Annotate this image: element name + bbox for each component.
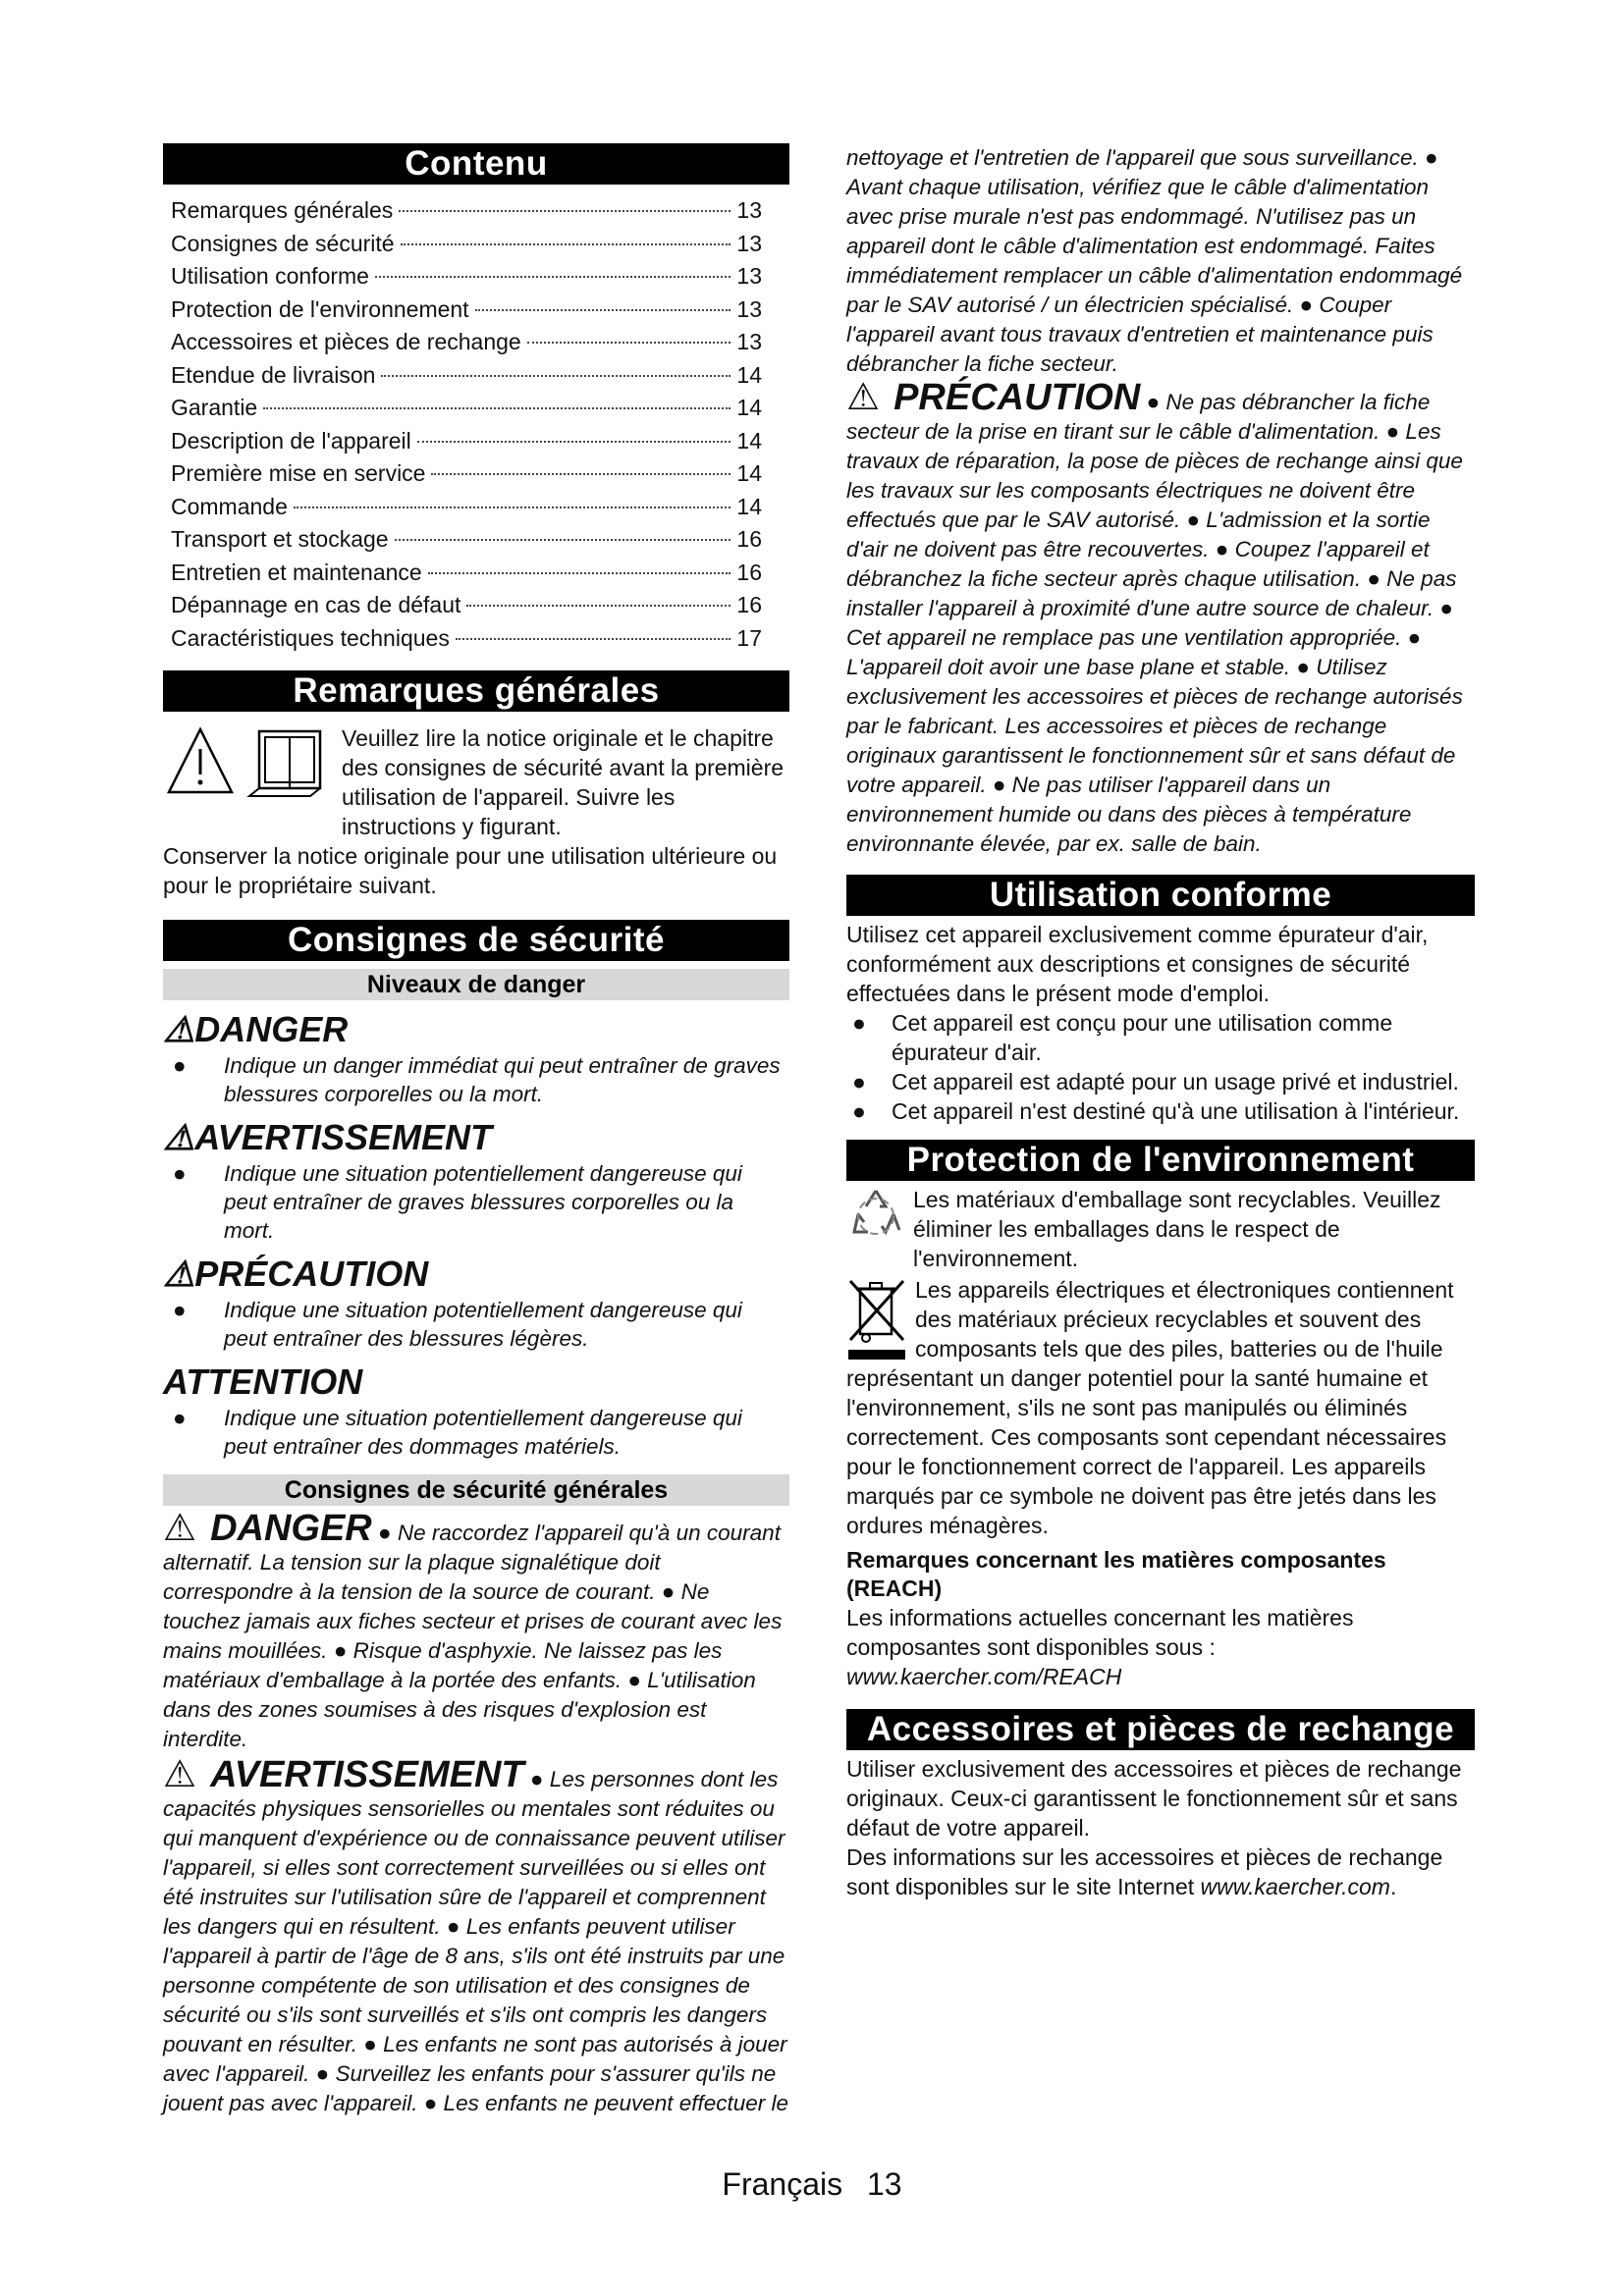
toc-entry-page: 17 [736,624,762,651]
toc-leader-dots [399,210,731,212]
general-caution-label: PRÉCAUTION [893,377,1141,418]
general-safety-heading: Consignes de sécurité générales [163,1474,789,1506]
attention-level [163,1362,789,1402]
toc-entry-label: Consignes de sécurité [171,230,395,256]
accessories-text-2: Des informations sur les accessoires et pièces de rechange sont disponibles sur le site Internet www.kaercher.com. [846,1844,1443,1899]
toc-leader-dots [401,243,731,245]
toc-entry-page: 13 [736,263,762,289]
toc-leader-dots [381,375,731,377]
environment-heading: Protection de l'environnement [846,1140,1475,1181]
general-warning-text: ● Les personnes dont les capacités physiques sensorielles ou mentales sont réduites ou qui manquent d'expérience ou de connaissance peuvent utiliser l'appareil, si elles sont correctement surveillées ou si elles ont été instruites sur l'utilisation sûre de l'appareil et comprennent les dangers qui en résultent. ● Les enfants peuvent utiliser l'appareil à partir de l'âge de 8 ans, s'ils ont été instruits par une personne compétente de son utilisation et des consignes de sécurité ou s'ils sont surveillés et s'ils ont compris les dangers pouvant en résulter. ● Les enfants ne sont pas autorisés à jouer avec l'appareil. ● Surveillez les enfants pour s'assurer qu'ils ne jouent pas avec l'appareil. ● Les enfants ne peuvent effectuer le [163,1767,789,2115]
list-item: ● Indique une situation potentiellement dangereuse qui peut entraîner des blessures légères. [163,1296,789,1353]
page-footer [0,2164,1624,2204]
toc-entry[interactable] [171,523,762,557]
reach-heading: Remarques concernant les matières composantes (REACH) [846,1547,1386,1601]
bullet: ● [852,1010,866,1036]
table-of-contents [163,194,789,655]
accessories-heading: Accessoires et pièces de rechange [846,1709,1475,1750]
list-item: ● Indique un danger immédiat qui peut entraîner de graves blessures corporelles ou la mort. [163,1051,789,1108]
warning-triangle-icon: ⚠ [163,1009,195,1049]
toc-entry-label: Entretien et maintenance [171,559,422,585]
toc-entry-page: 13 [736,295,762,322]
keep-manual-text: Conserver la notice originale pour une utilisation ultérieure ou pour le propriétaire suivant. [163,843,778,898]
bullet: ● [852,1098,866,1124]
general-heading: Remarques générales [163,670,789,712]
toc-entry-page: 16 [736,559,762,585]
toc-leader-dots [263,407,731,409]
warning-label: AVERTISSEMENT [194,1117,492,1157]
toc-leader-dots [431,473,731,475]
toc-entry[interactable] [171,260,762,294]
intended-use-heading: Utilisation conforme [846,875,1475,916]
toc-entry-label: Commande [171,493,288,519]
warning-level [163,1118,789,1157]
toc-entry[interactable] [171,392,762,425]
general-warning-paragraph [163,1754,789,2118]
right-column [846,143,1475,1901]
toc-entry-label: Protection de l'environnement [171,295,469,322]
toc-entry-page: 13 [736,329,762,354]
intended-use-list [846,1008,1475,1126]
caution-description: Indique une situation potentiellement dangereuse qui peut entraîner des blessures légères. [224,1298,742,1351]
general-caution-text: ● Ne pas débrancher la fiche secteur de la prise en tirant sur le câble d'alimentation. ● Les travaux de réparation, la pose de pièces de rechange ainsi que les travaux sur les composants électriques ne doivent être effectués que par le SAV autorisé. ● L'admission et la sortie d'air ne doivent pas être recouvertes. ● Coupez l'appareil et débranchez la fiche secteur après chaque utilisation. ● Ne pas installer l'appareil à proximité d'une autre source de chaleur. ● Cet appareil ne remplace pas une ventilation appropriée. ● L'appareil doit avoir une base plane et stable. ● Utilisez exclusivement les accessoires et pièces de rechange autorisés par le fabricant. Les accessoires et pièces de rechange originaux garantissent le fonctionnement sûr et sans défaut de votre appareil. ● Ne pas utiliser l'appareil dans un environnement humide ou dans des pièces à température environnante élevée, par ex. salle de bain. [846,390,1463,856]
bullet: ● [852,1069,866,1095]
toc-leader-dots [466,605,731,607]
toc-entry-page: 14 [736,395,762,420]
page-number: 13 [867,2166,902,2202]
toc-entry-page: 16 [736,526,762,552]
danger-levels-heading: Niveaux de danger [163,969,789,1000]
toc-entry[interactable] [171,557,762,590]
list-item: ● Cet appareil est adapté pour un usage privé et industriel. [846,1067,1475,1096]
toc-entry-page: 14 [736,460,762,486]
warning-triangle-icon: ⚠ [846,377,881,418]
kaercher-website-link[interactable]: www.kaercher.com [1200,1874,1390,1899]
warning-triangle-book-icon [163,723,342,798]
recycle-icon [846,1185,905,1244]
toc-entry-label: Description de l'appareil [171,427,411,454]
toc-leader-dots [456,638,731,640]
toc-entry-label: Remarques générales [171,197,394,223]
toc-entry-label: Caractéristiques techniques [171,624,450,651]
toc-entry-page: 13 [736,197,762,223]
general-warning-label: AVERTISSEMENT [210,1754,524,1795]
toc-leader-dots [294,507,731,508]
toc-entry[interactable] [171,425,762,458]
toc-entry-page: 14 [736,493,762,519]
weee-text: Les appareils électriques et électroniques contiennent des matériaux précieux recyclables et souvent des composants tels que des piles, batteries ou de l'huile représentant un danger potentiel pour la santé humaine et l'environnement, s'ils ne sont pas manipulés ou éliminés correctement. Ces composants sont cependant nécessaires pour le fonctionnement correct de l'appareil. Les appareils marqués par ce symbole ne doivent pas être jetés dans les ordures ménagères. [846,1277,1454,1538]
list-item: ● Indique une situation potentiellement dangereuse qui peut entraîner de graves blessures corporelles ou la mort. [163,1159,789,1245]
list-item: ● Indique une situation potentiellement dangereuse qui peut entraîner des dommages matériels. [163,1404,789,1461]
toc-entry-label: Dépannage en cas de défaut [171,592,461,617]
intended-use-intro: Utilisez cet appareil exclusivement comme épurateur d'air, conformément aux descriptions et consignes de sécurité effectuées dans le présent mode d'emploi. [846,922,1429,1006]
danger-label: DANGER [194,1009,349,1049]
reach-text: Les informations actuelles concernant les matières composantes sont disponibles sous : www.kaercher.com/REACH [846,1605,1354,1689]
toc-entry-page: 13 [736,230,762,256]
toc-entry-label: Utilisation conforme [171,263,369,289]
toc-entry[interactable] [171,294,762,327]
footer-language: Français [722,2166,843,2202]
toc-entry[interactable] [171,194,762,228]
warning-and-book-icons [163,723,342,841]
toc-entry[interactable] [171,491,762,524]
recycle-block [846,1185,1475,1273]
read-manual-text: Veuillez lire la notice originale et le chapitre des consignes de sécurité avant la première utilisation de l'appareil. Suivre les instructions y figurant. [342,725,785,839]
toc-leader-dots [395,539,731,541]
danger-description: Indique un danger immédiat qui peut entraîner de graves blessures corporelles ou la mort. [224,1053,781,1106]
toc-entry-label: Garantie [171,395,258,420]
toc-entry[interactable] [171,228,762,261]
toc-heading: Contenu [163,143,789,185]
attention-description: Indique une situation potentiellement dangereuse qui peut entraîner des dommages matériels. [224,1406,742,1459]
toc-entry[interactable] [171,457,762,491]
reach-link[interactable]: www.kaercher.com/REACH [846,1664,1122,1689]
toc-leader-dots [527,342,731,344]
general-caution-paragraph [846,377,1475,859]
toc-leader-dots [417,441,731,443]
toc-entry-page: 14 [736,427,762,454]
safety-heading: Consignes de sécurité [163,920,789,961]
attention-label: ATTENTION [163,1362,363,1402]
warning-description: Indique une situation potentiellement dangereuse qui peut entraîner de graves blessures corporelles ou la mort. [224,1161,742,1243]
warning-triangle-icon: ⚠ [163,1508,197,1549]
general-warning-continued: nettoyage et l'entretien de l'appareil que sous surveillance. ● Avant chaque utilisation, vérifiez que le câble d'alimentation avec prise murale n'est pas endommagé. N'utilisez pas un appareil dont le câble d'alimentation est endommagé. Faites immédiatement remplacer un câble d'alimentation endommagé par le SAV autorisé / un électricien spécialisé. ● Couper l'appareil avant tous travaux d'entretien et maintenance puis débrancher la fiche secteur. [846,145,1463,376]
crossed-bin-icon [846,1275,907,1362]
toc-leader-dots [375,276,731,278]
warning-triangle-icon: ⚠ [163,1117,195,1157]
warning-triangle-icon: ⚠ [163,1254,195,1294]
toc-entry-page: 16 [736,592,762,617]
toc-entry-label: Etendue de livraison [171,361,376,388]
toc-entry-page: 14 [736,361,762,388]
recycle-text: Les matériaux d'emballage sont recyclables. Veuillez éliminer les emballages dans le respect de l'environnement. [913,1187,1441,1271]
caution-level [163,1255,789,1294]
toc-entry-label: Première mise en service [171,460,426,486]
weee-block [846,1275,1475,1540]
general-danger-text: ● Ne raccordez l'appareil qu'à un courant alternatif. La tension sur la plaque signalétique doit correspondre à la tension de la source de courant. ● Ne touchez jamais aux fiches secteur et prises de courant avec les mains mouillées. ● Risque d'asphyxie. Ne laissez pas les matériaux d'emballage à la portée des enfants. ● L'utilisation dans des zones soumises à des risques d'explosion est interdite. [163,1521,783,1751]
list-item: ● Cet appareil est conçu pour une utilisation comme épurateur d'air. [846,1008,1475,1067]
accessories-text-1: Utiliser exclusivement des accessoires et pièces de rechange originaux. Ceux-ci garantissent le fonctionnement sûr et sans défaut de votre appareil. [846,1756,1462,1841]
warning-triangle-icon: ⚠ [163,1754,197,1795]
toc-entry[interactable] [171,326,762,359]
caution-label: PRÉCAUTION [194,1254,429,1294]
toc-entry[interactable] [171,622,762,656]
read-manual-block [163,723,789,841]
list-item: ● Cet appareil n'est destiné qu'à une utilisation à l'intérieur. [846,1096,1475,1126]
toc-leader-dots [428,572,731,574]
toc-entry[interactable] [171,589,762,622]
general-danger-label: DANGER [210,1508,372,1549]
toc-entry[interactable] [171,359,762,393]
toc-leader-dots [475,309,731,311]
toc-entry-label: Transport et stockage [171,526,389,552]
toc-entry-label: Accessoires et pièces de rechange [171,329,521,354]
general-danger-paragraph [163,1508,789,1754]
danger-level [163,1010,789,1049]
left-column [163,143,789,2118]
